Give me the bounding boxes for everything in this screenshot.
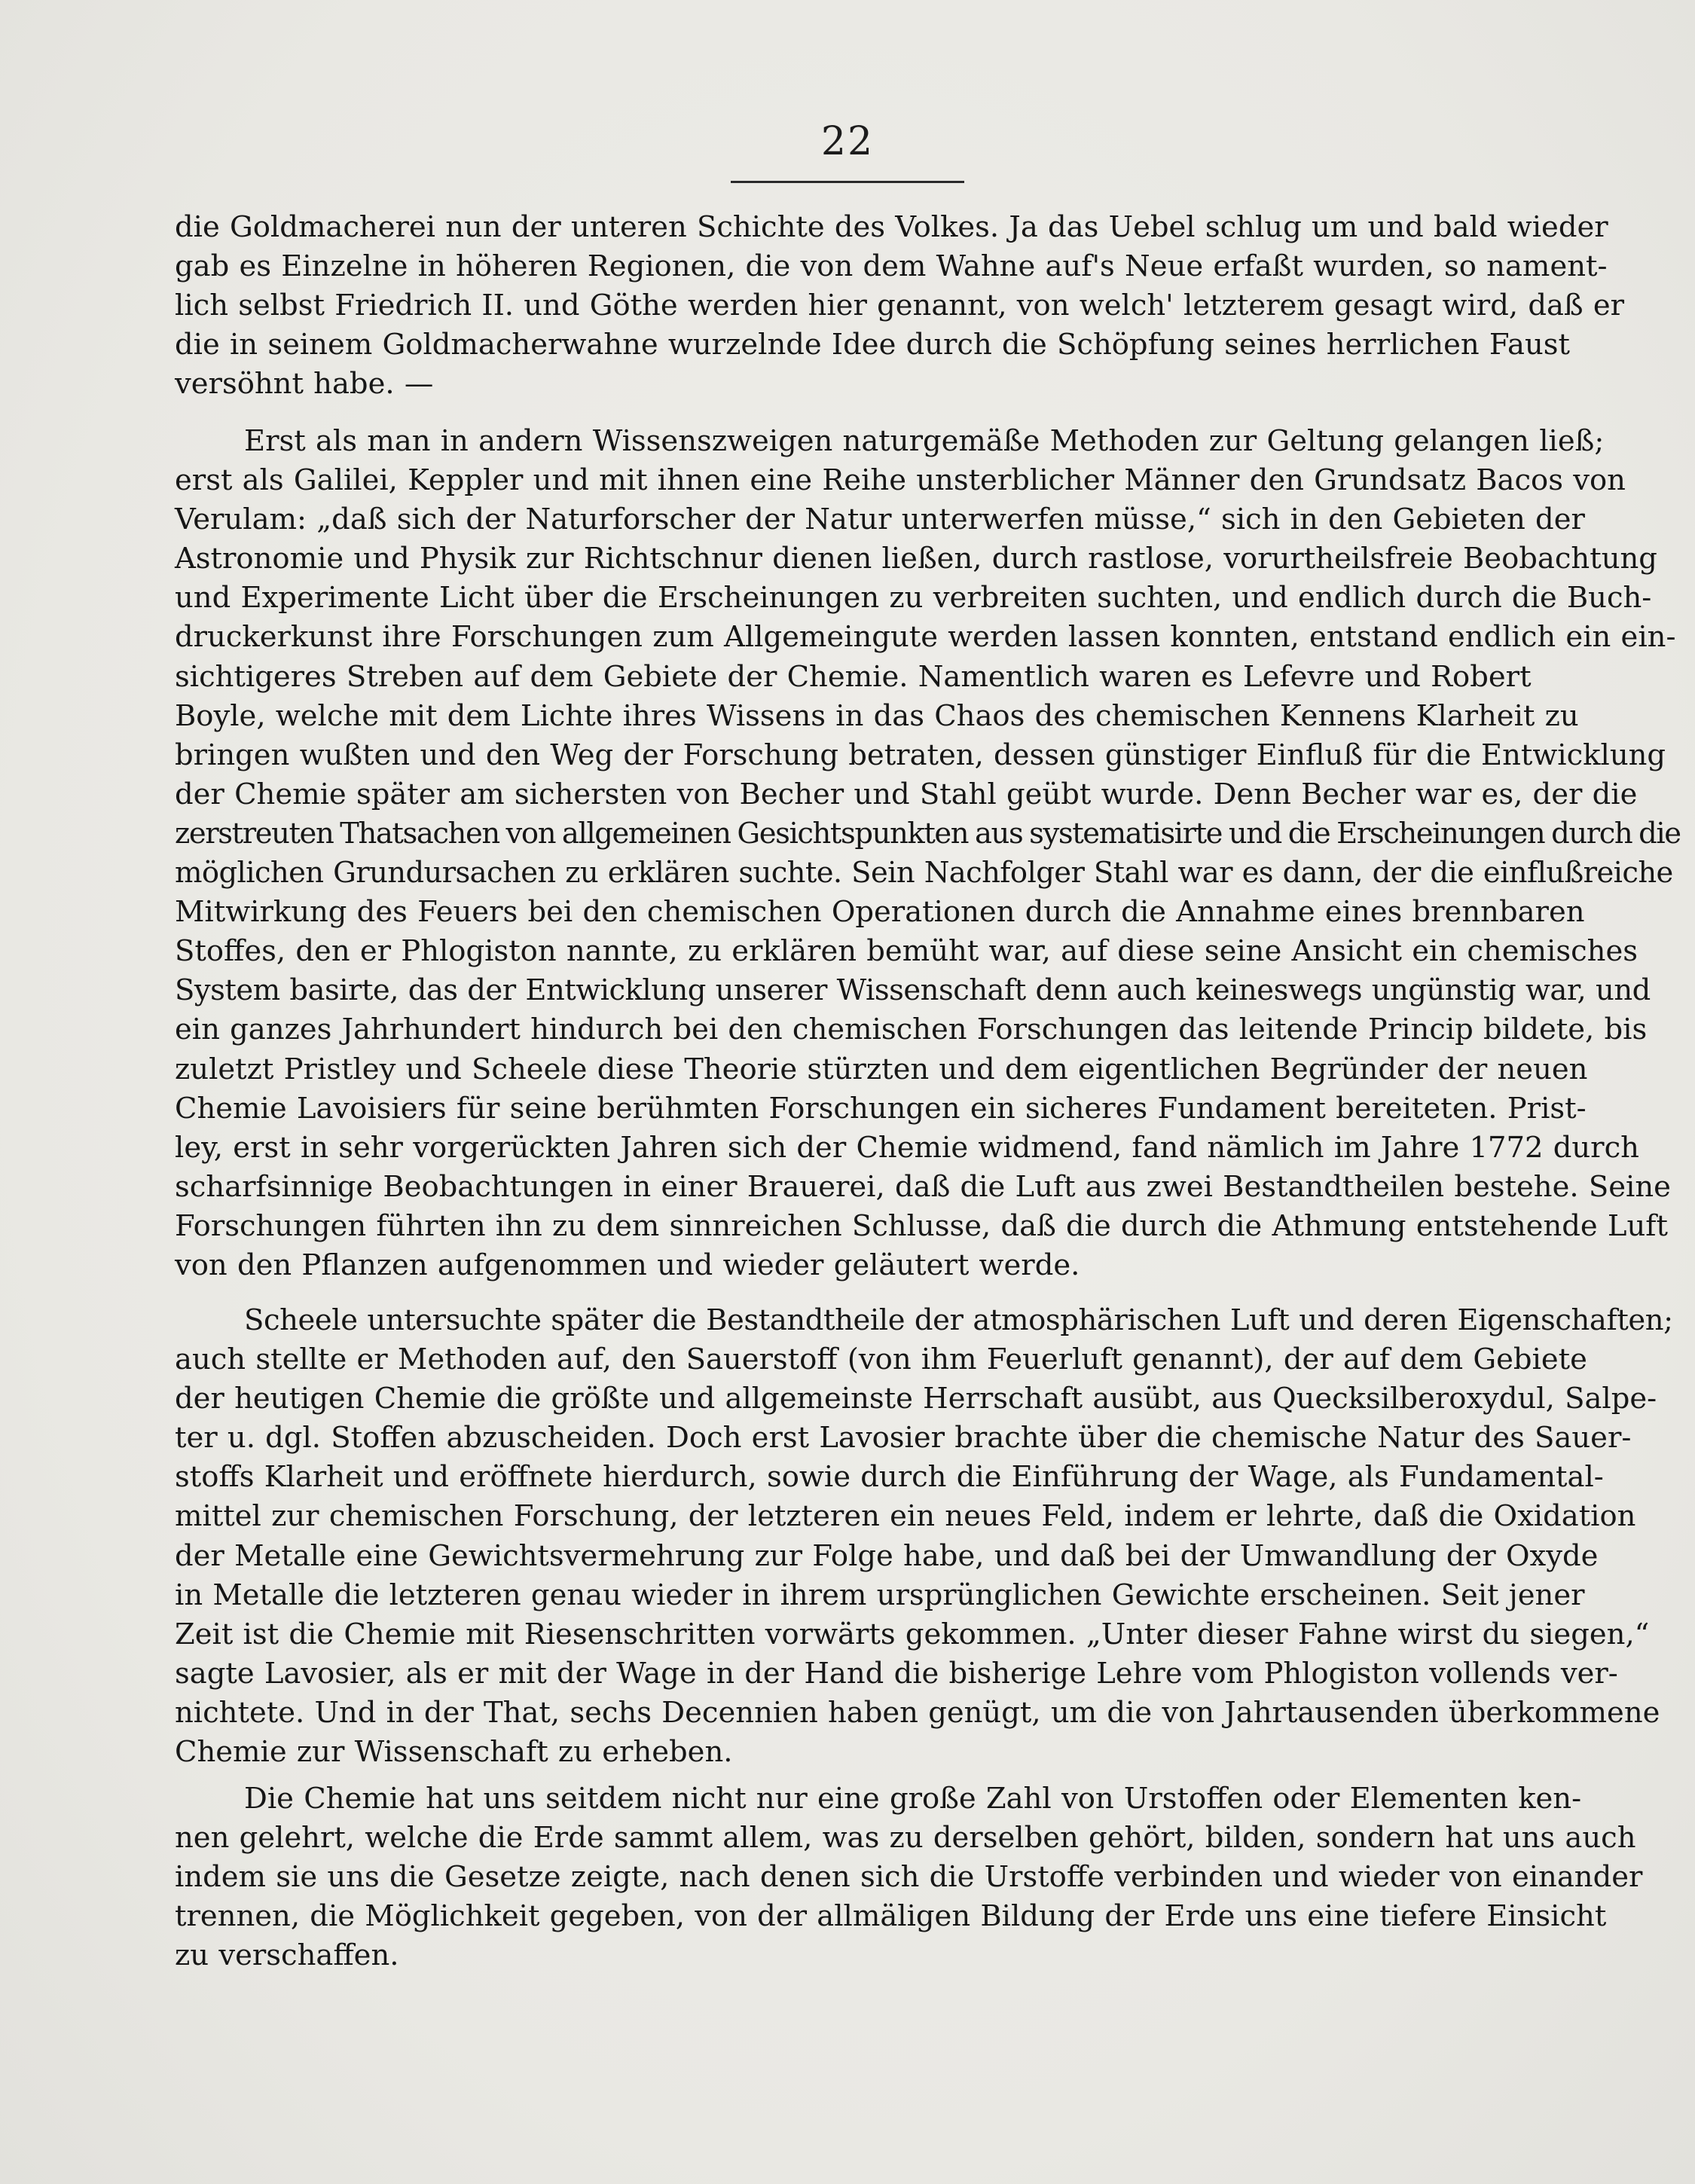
- text-line: möglichen Grundursachen zu erklären suchte. Sein Nachfolger Stahl war es dann, der die einflußreiche: [175, 856, 1673, 890]
- paragraph-3: [175, 1301, 1673, 1772]
- text-line: Verulam: „daß sich der Naturforscher der Natur unterwerfen müsse,“ sich in den Gebieten der: [175, 502, 1585, 537]
- header-rule: [731, 181, 964, 183]
- text-line: die in seinem Goldmacherwahne wurzelnde Idee durch die Schöpfung seines herrlichen Faust: [175, 328, 1570, 362]
- page-number: 22: [820, 119, 875, 164]
- text-line: zu verschaffen.: [175, 1938, 399, 1973]
- text-line: Stoffes, den er Phlogiston nannte, zu erklären bemüht war, auf diese seine Ansicht ein chemisches: [175, 934, 1638, 969]
- text-line: scharfsinnige Beobachtungen in einer Brauerei, daß die Luft aus zwei Bestandtheilen bestehe. Seine: [175, 1169, 1671, 1204]
- text-line: nen gelehrt, welche die Erde sammt allem, was zu derselben gehört, bilden, sondern hat uns auch: [175, 1821, 1636, 1856]
- text-line: Die Chemie hat uns seitdem nicht nur eine große Zahl von Urstoffen oder Elementen ken-: [244, 1782, 1582, 1816]
- text-line: sagte Lavosier, als er mit der Wage in der Hand die bisherige Lehre vom Phlogiston vollends ver-: [175, 1656, 1618, 1691]
- text-line: Scheele untersuchte später die Bestandtheile der atmosphärischen Luft und deren Eigenschaften;: [244, 1303, 1673, 1337]
- text-line: lich selbst Friedrich II. und Göthe werden hier genannt, von welch' letzterem gesagt wird, daß er: [175, 289, 1625, 323]
- text-line: ley, erst in sehr vorgerückten Jahren sich der Chemie widmend, fand nämlich im Jahre 1772 durch: [175, 1130, 1639, 1165]
- text-line: zerstreuten Thatsachen von allgemeinen Gesichtspunkten aus systematisirte und die Erscheinungen durch die: [175, 816, 1681, 851]
- text-line: trennen, die Möglichkeit gegeben, von der allmäligen Bildung der Erde uns eine tiefere Einsicht: [175, 1899, 1607, 1934]
- text-line: mittel zur chemischen Forschung, der letzteren ein neues Feld, indem er lehrte, daß die Oxidation: [175, 1499, 1636, 1534]
- text-line: nichtete. Und in der That, sechs Decennien haben genügt, um die von Jahrtausenden überkommene: [175, 1695, 1660, 1730]
- text-line: von den Pflanzen aufgenommen und wieder geläutert werde.: [175, 1248, 1080, 1282]
- text-line: Astronomie und Physik zur Richtschnur dienen ließen, durch rastlose, vorurtheilsfreie Beobachtung: [175, 542, 1657, 576]
- text-line: der Chemie später am sichersten von Becher und Stahl geübt wurde. Denn Becher war es, der die: [175, 777, 1638, 811]
- text-line: erst als Galilei, Keppler und mit ihnen eine Reihe unsterblicher Männer den Grundsatz Bacos von: [175, 463, 1626, 498]
- text-line: Forschungen führten ihn zu dem sinnreichen Schlusse, daß die durch die Athmung entstehende Luft: [175, 1208, 1669, 1243]
- text-line: auch stellte er Methoden auf, den Sauerstoff (von ihm Feuerluft genannt), der auf dem Gebiete: [175, 1342, 1587, 1377]
- text-line: Zeit ist die Chemie mit Riesenschritten vorwärts gekommen. „Unter dieser Fahne wirst du siegen,“: [175, 1617, 1650, 1651]
- text-line: ter u. dgl. Stoffen abzuscheiden. Doch erst Lavosier brachte über die chemische Natur des Sauer-: [175, 1421, 1632, 1455]
- text-line: Chemie zur Wissenschaft zu erheben.: [175, 1735, 733, 1770]
- text-line: indem sie uns die Gesetze zeigte, nach denen sich die Urstoffe verbinden und wieder von einander: [175, 1860, 1643, 1895]
- text-line: und Experimente Licht über die Erscheinungen zu verbreiten suchten, und endlich durch die Buch-: [175, 581, 1652, 615]
- text-line: bringen wußten und den Weg der Forschung betraten, dessen günstiger Einfluß für die Entwicklung: [175, 738, 1666, 772]
- text-line: Boyle, welche mit dem Lichte ihres Wissens in das Chaos des chemischen Kennens Klarheit zu: [175, 698, 1579, 733]
- text-line: stoffs Klarheit und eröffnete hierdurch, sowie durch die Einführung der Wage, als Fundamental-: [175, 1460, 1604, 1495]
- text-line: versöhnt habe. —: [175, 367, 434, 402]
- paragraph-1: [175, 208, 1625, 404]
- text-line: in Metalle die letzteren genau wieder in ihrem ursprünglichen Gewichte erscheinen. Seit jener: [175, 1578, 1585, 1612]
- text-line: der Metalle eine Gewichtsvermehrung zur Folge habe, und daß bei der Umwandlung der Oxyde: [175, 1538, 1599, 1573]
- text-line: Mitwirkung des Feuers bei den chemischen Operationen durch die Annahme eines brennbaren: [175, 895, 1585, 930]
- text-line: zuletzt Pristley und Scheele diese Theorie stürzten und dem eigentlichen Begründer der neuen: [175, 1052, 1588, 1086]
- text-line: System basirte, das der Entwicklung unserer Wissenschaft denn auch keineswegs ungünstig war, und: [175, 973, 1651, 1008]
- text-line: der heutigen Chemie die größte und allgemeinste Herrschaft ausübt, aus Quecksilberoxydul, Salpe-: [175, 1382, 1657, 1416]
- paragraph-4: [175, 1779, 1643, 1975]
- text-line: gab es Einzelne in höheren Regionen, die von dem Wahne auf's Neue erfaßt wurden, so nament-: [175, 249, 1608, 284]
- text-line: sichtigeres Streben auf dem Gebiete der Chemie. Namentlich waren es Lefevre und Robert: [175, 659, 1532, 694]
- text-line: Chemie Lavoisiers für seine berühmten Forschungen ein sicheres Fundament bereiteten. Prist-: [175, 1091, 1587, 1126]
- text-line: druckerkunst ihre Forschungen zum Allgemeingute werden lassen konnten, entstand endlich ein ein-: [175, 620, 1676, 655]
- paragraph-2: [175, 422, 1681, 1285]
- text-line: ein ganzes Jahrhundert hindurch bei den chemischen Forschungen das leitende Princip bildete, bis: [175, 1013, 1648, 1047]
- text-line: Erst als man in andern Wissenszweigen naturgemäße Methoden zur Geltung gelangen ließ;: [244, 424, 1605, 458]
- text-line: die Goldmacherei nun der unteren Schichte des Volkes. Ja das Uebel schlug um und bald wieder: [175, 210, 1608, 244]
